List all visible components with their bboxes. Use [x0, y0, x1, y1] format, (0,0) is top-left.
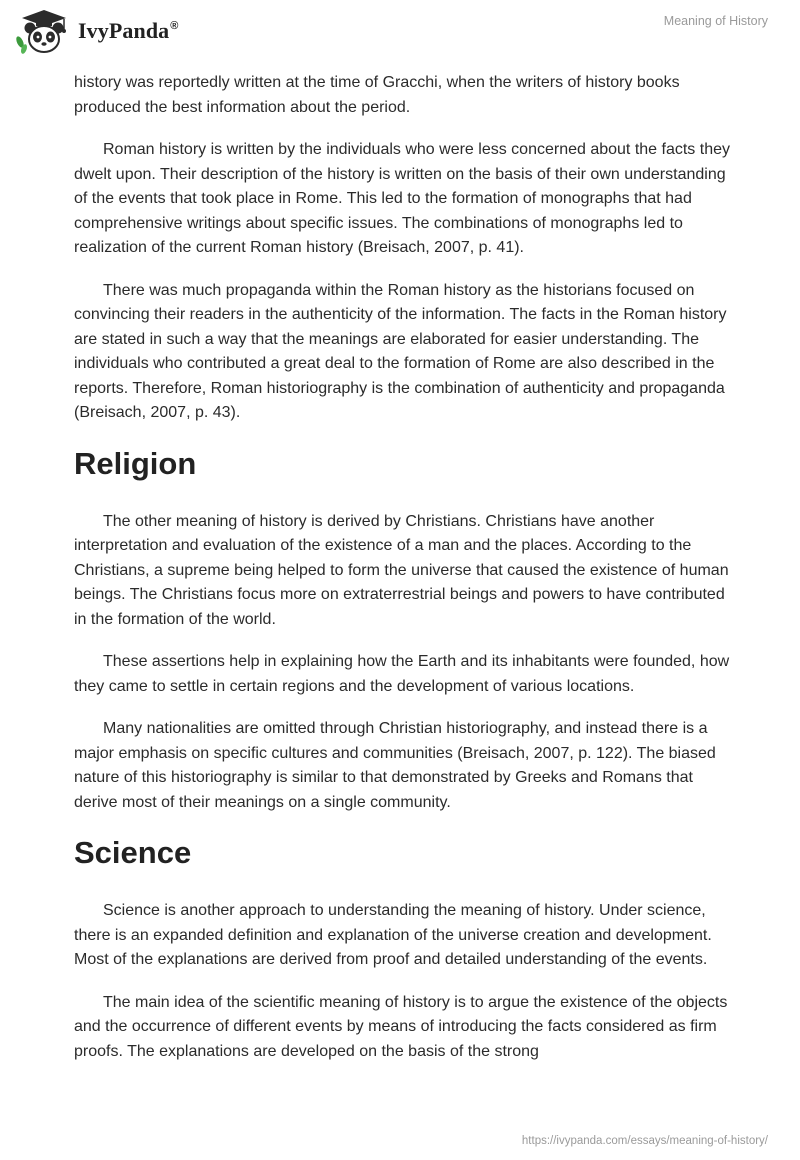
paragraph: There was much propaganda within the Roman history as the historians focused on convincing their readers in the authenticity of the information. The facts in the Roman history are stated in such a way that the meanings are elaborated for easier understanding. The individuals who contributed a great deal to the formation of Rome are also described in the reports. Therefore, Roman historiography is the combination of authenticity and propaganda (Breisach, 2007, p. 43). — [74, 281, 727, 421]
brand-name: IvyPanda® — [78, 18, 179, 43]
paragraph: The other meaning of history is derived by Christians. Christians have another interpretation and evaluation of the existence of a man and the places. According to the Christians, a supreme being helped to form the universe that caused the existence of human beings. The Christians focus more on extraterrestrial beings and powers to have contributed in the formation of the world. — [74, 512, 729, 628]
panda-graduate-icon — [14, 8, 74, 54]
paragraph: history was reportedly written at the time of Gracchi, when the writers of history books produced the best information about the period. — [74, 74, 680, 116]
ivypanda-logo[interactable] — [14, 8, 179, 54]
paragraph: Many nationalities are omitted through Christian historiography, and instead there is a major emphasis on specific cultures and communities (Breisach, 2007, p. 122). The biased nature of this historiography is similar to that demonstrated by Greeks and Romans that derive most of their meanings on a single community. — [74, 720, 716, 811]
paragraph: Science is another approach to understanding the meaning of history. Under science, there is an expanded definition and explanation of the universe creation and development. Most of the explanations are derived from proof and detailed understanding of the events. — [74, 902, 712, 968]
paragraph: These assertions help in explaining how the Earth and its inhabitants were founded, how they came to settle in certain regions and the development of various locations. — [74, 653, 730, 695]
section-heading-religion: Religion — [74, 445, 197, 481]
paragraph: The main idea of the scientific meaning of history is to argue the existence of the objects and the occurrence of different events by means of introducing the facts considered as firm proofs. The explanations are developed on the basis of the strong — [74, 993, 728, 1060]
paragraph: Roman history is written by the individuals who were less concerned about the facts they dwelt upon. Their description of the history is written on the basis of their own understanding of the events that took place in Rome. This led to the formation of monographs that had comprehensive writings about specific issues. The combinations of monographs led to realization of the current Roman history (Breisach, 2007, p. 41). — [74, 141, 730, 256]
section-heading-science: Science — [74, 835, 192, 870]
document-title: Meaning of History — [663, 14, 768, 28]
source-url[interactable]: https://ivypanda.com/essays/meaning-of-history/ — [521, 1135, 768, 1147]
essay-body — [74, 71, 730, 1082]
page-header — [0, 0, 800, 66]
